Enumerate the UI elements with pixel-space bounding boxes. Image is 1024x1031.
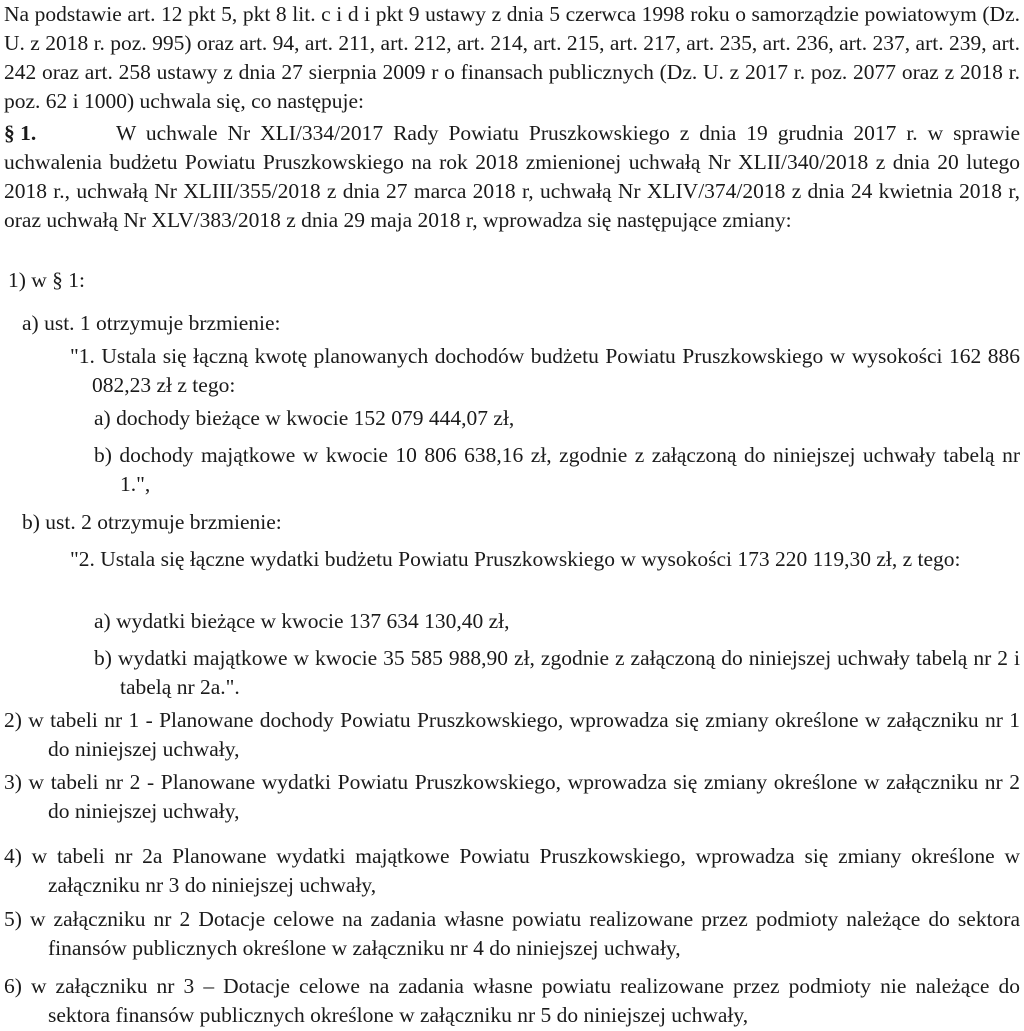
list-item-3: 3) w tabeli nr 2 - Planowane wydatki Powiatu Pruszkowskiego, wprowadza się zmiany określone w załączniku nr 2 do niniejszej uchwały, xyxy=(4,770,1020,823)
quote-1a: a) dochody bieżące w kwocie 152 079 444,07 zł, xyxy=(94,406,515,430)
section-1-paragraph xyxy=(4,119,1020,235)
quote-1: "1. Ustala się łączną kwotę planowanych dochodów budżetu Powiatu Pruszkowskiego w wysokości 162 886 082,23 zł z tego: xyxy=(70,344,1020,397)
quote-2b: b) wydatki majątkowe w kwocie 35 585 988,90 zł, zgodnie z załączoną do niniejszej uchwały tabelą nr 2 i tabelą nr 2a.". xyxy=(94,646,1020,699)
list-item-1a: a) ust. 1 otrzymuje brzmienie: xyxy=(22,311,281,335)
section-1 xyxy=(4,119,1020,235)
list-item-2: 2) w tabeli nr 1 - Planowane dochody Powiatu Pruszkowskiego, wprowadza się zmiany określone w załączniku nr 1 do niniejszej uchwały, xyxy=(4,708,1020,761)
list-item-5: 5) w załączniku nr 2 Dotacje celowe na zadania własne powiatu realizowane przez podmioty należące do sektora finansów publicznych określone w załączniku nr 4 do niniejszej uchwały, xyxy=(4,907,1020,960)
quote-2: "2. Ustala się łączne wydatki budżetu Powiatu Pruszkowskiego w wysokości 173 220 119,30 zł, z tego: xyxy=(70,547,961,571)
quote-1b: b) dochody majątkowe w kwocie 10 806 638,16 zł, zgodnie z załączoną do niniejszej uchwały tabelą nr 1.", xyxy=(94,443,1020,496)
quote-2a: a) wydatki bieżące w kwocie 137 634 130,40 zł, xyxy=(94,609,510,633)
list-item-1: 1) w § 1: xyxy=(8,268,86,292)
list-item-6: 6) w załączniku nr 3 – Dotacje celowe na zadania własne powiatu realizowane przez podmioty nie należące do sektora finansów publicznych określone w załączniku nr 5 do niniejszej uchwały, xyxy=(4,974,1020,1027)
intro-paragraph: Na podstawie art. 12 pkt 5, pkt 8 lit. c i d i pkt 9 ustawy z dnia 5 czerwca 1998 roku o samorządzie powiatowym (Dz. U. z 2018 r. poz. 995) oraz art. 94, art. 211, art. 212, art. 214, art. 215, art. 217, art. 235, art. 236, art. 237, art. 239, art. 242 oraz art. 258 ustawy z dnia 27 sierpnia 2009 r o finansach publicznych (Dz. U. z 2017 r. poz. 2077 oraz z 2018 r. poz. 62 i 1000) uchwala się, co następuje: xyxy=(4,2,1021,113)
section-1-mark: § 1. xyxy=(4,121,37,145)
section-1-text: W uchwale Nr XLI/334/2017 Rady Powiatu Pruszkowskiego z dnia 19 grudnia 2017 r. w sprawie uchwalenia budżetu Powiatu Pruszkowskiego na rok 2018 zmienionej uchwałą Nr XLII/340/2018 z dnia 20 lutego 2018 r., uchwałą Nr XLIII/355/2018 z dnia 27 marca 2018 r, uchwałą Nr XLIV/374/2018 z dnia 24 kwietnia 2018 r, oraz uchwałą Nr XLV/383/2018 z dnia 29 maja 2018 r, wprowadza się następujące zmiany: xyxy=(4,121,1020,232)
list-item-4: 4) w tabeli nr 2a Planowane wydatki majątkowe Powiatu Pruszkowskiego, wprowadza się zmiany określone w załączniku nr 3 do niniejszej uchwały, xyxy=(4,844,1020,897)
list-item-1b: b) ust. 2 otrzymuje brzmienie: xyxy=(22,510,282,534)
